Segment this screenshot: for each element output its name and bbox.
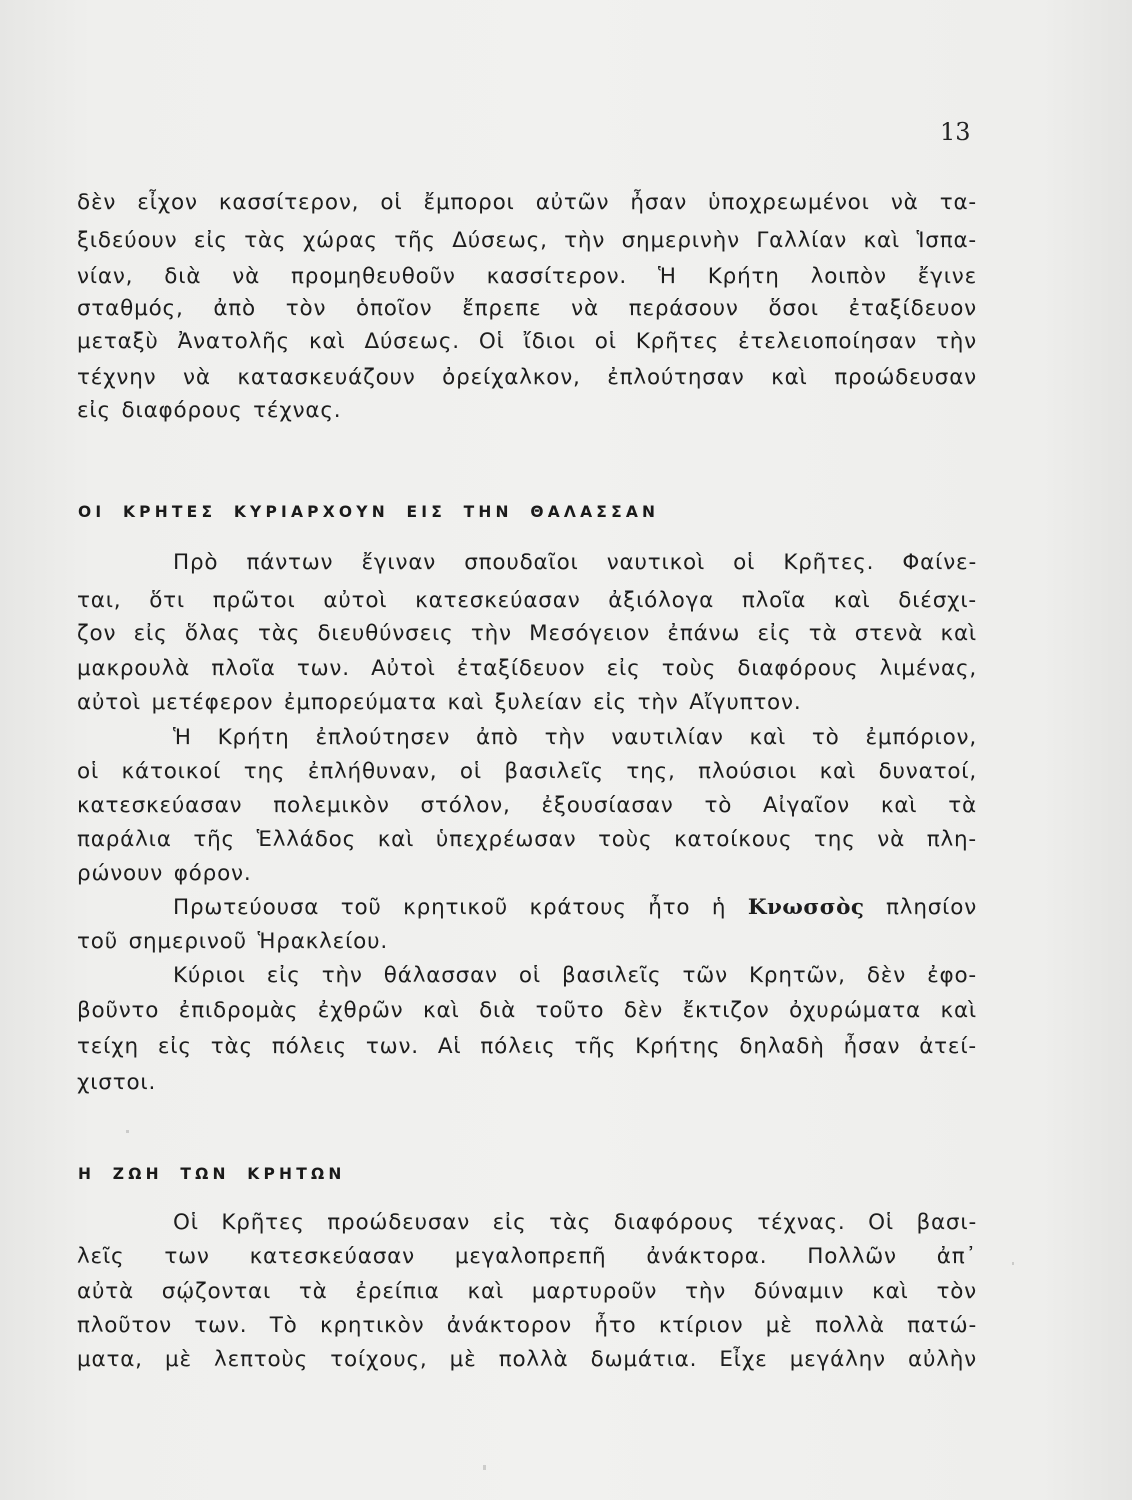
section-heading: Η ΖΩΗ ΤΩΝ ΚΡΗΤΩΝ [78, 1165, 346, 1183]
text-line: σταθμός, ἀπὸ τὸν ὁποῖον ἔπρεπε νὰ περάσουν ὅσοι ἐταξίδευον [77, 296, 977, 321]
text-line: αὐτὰ σῴζονται τὰ ἐρείπια καὶ μαρτυροῦν τὴν δύναμιν καὶ τὸν [77, 1279, 977, 1304]
text-line [173, 891, 977, 925]
text-line: λεῖς των κατεσκεύασαν μεγαλοπρεπῆ ἀνάκτορα. Πολλῶν ἀπ᾽ [77, 1244, 977, 1269]
text-line: αὐτοὶ μετέφερον ἐμπορεύματα καὶ ξυλείαν εἰς τὴν Αἴγυπτον. [77, 690, 802, 715]
text-line: τέχνην νὰ κατασκευάζουν ὀρείχαλκον, ἐπλούτησαν καὶ προώδευσαν [77, 365, 977, 390]
text-span: Πρωτεύουσα τοῦ κρητικοῦ κράτους ἦτο ἡ [173, 895, 727, 920]
page-number: 13 [940, 118, 971, 146]
text-line: κατεσκεύασαν πολεμικὸν στόλον, ἐξουσίασαν τὸ Αἰγαῖον καὶ τὰ [77, 793, 977, 818]
text-line: μακρουλὰ πλοῖα των. Αὐτοὶ ἐταξίδευον εἰς τοὺς διαφόρους λιμένας, [77, 656, 977, 681]
section-heading: ΟΙ ΚΡΗΤΕΣ ΚΥΡΙΑΡΧΟΥΝ ΕΙΣ ΤΗΝ ΘΑΛΑΣΣΑΝ [78, 503, 660, 521]
text-line: μεταξὺ Ἀνατολῆς καὶ Δύσεως. Οἱ ἴδιοι οἱ Κρῆτες ἐτελειοποίησαν τὴν [77, 329, 977, 354]
print-speck [126, 1130, 129, 1133]
text-line: δὲν εἶχον κασσίτερον, οἱ ἔμποροι αὐτῶν ἦσαν ὑποχρεωμένοι νὰ τα- [77, 190, 977, 215]
text-line: χιστοι. [77, 1070, 157, 1095]
text-line: τοῦ σημερινοῦ Ἡρακλείου. [77, 929, 388, 954]
text-line: οἱ κάτοικοί της ἐπλήθυναν, οἱ βασιλεῖς της, πλούσιοι καὶ δυνατοί, [77, 759, 977, 784]
text-line: ξιδεύουν εἰς τὰς χώρας τῆς Δύσεως, τὴν σημερινὴν Γαλλίαν καὶ Ἱσπα- [77, 228, 977, 253]
text-line: νίαν, διὰ νὰ προμηθευθοῦν κασσίτερον. Ἡ Κρήτη λοιπὸν ἔγινε [77, 264, 977, 289]
text-line: ται, ὅτι πρῶτοι αὐτοὶ κατεσκεύασαν ἀξιόλογα πλοῖα καὶ διέσχι- [77, 588, 977, 613]
text-line: Οἱ Κρῆτες προώδευσαν εἰς τὰς διαφόρους τέχνας. Οἱ βασι- [173, 1210, 977, 1235]
print-speck [1012, 1262, 1014, 1265]
text-line: ρώνουν φόρον. [77, 861, 252, 886]
text-span: πλησίον [886, 895, 978, 920]
text-line: Ἡ Κρήτη ἐπλούτησεν ἀπὸ τὴν ναυτιλίαν καὶ τὸ ἐμπόριον, [173, 725, 977, 750]
text-line: Πρὸ πάντων ἔγιναν σπουδαῖοι ναυτικοὶ οἱ Κρῆτες. Φαίνε- [173, 550, 977, 575]
text-line: ζον εἰς ὅλας τὰς διευθύνσεις τὴν Μεσόγειον ἐπάνω εἰς τὰ στενὰ καὶ [77, 621, 977, 646]
text-line: βοῦντο ἐπιδρομὰς ἐχθρῶν καὶ διὰ τοῦτο δὲν ἔκτιζον ὀχυρώματα καὶ [77, 998, 977, 1023]
text-line: ματα, μὲ λεπτοὺς τοίχους, μὲ πολλὰ δωμάτια. Εἶχε μεγάλην αὐλὴν [77, 1347, 977, 1372]
text-line: τείχη εἰς τὰς πόλεις των. Αἱ πόλεις τῆς Κρήτης δηλαδὴ ἦσαν ἀτεί- [77, 1034, 977, 1059]
bold-keyword-knossos: Κνωσσὸς [747, 895, 865, 920]
text-line: Κύριοι εἰς τὴν θάλασσαν οἱ βασιλεῖς τῶν Κρητῶν, δὲν ἐφο- [173, 963, 977, 988]
text-line: εἰς διαφόρους τέχνας. [77, 398, 342, 423]
text-line: πλοῦτον των. Τὸ κρητικὸν ἀνάκτορον ἦτο κτίριον μὲ πολλὰ πατώ- [77, 1313, 977, 1338]
text-line: παράλια τῆς Ἑλλάδος καὶ ὑπεχρέωσαν τοὺς κατοίκους της νὰ πλη- [77, 827, 977, 852]
print-speck [483, 1465, 486, 1470]
